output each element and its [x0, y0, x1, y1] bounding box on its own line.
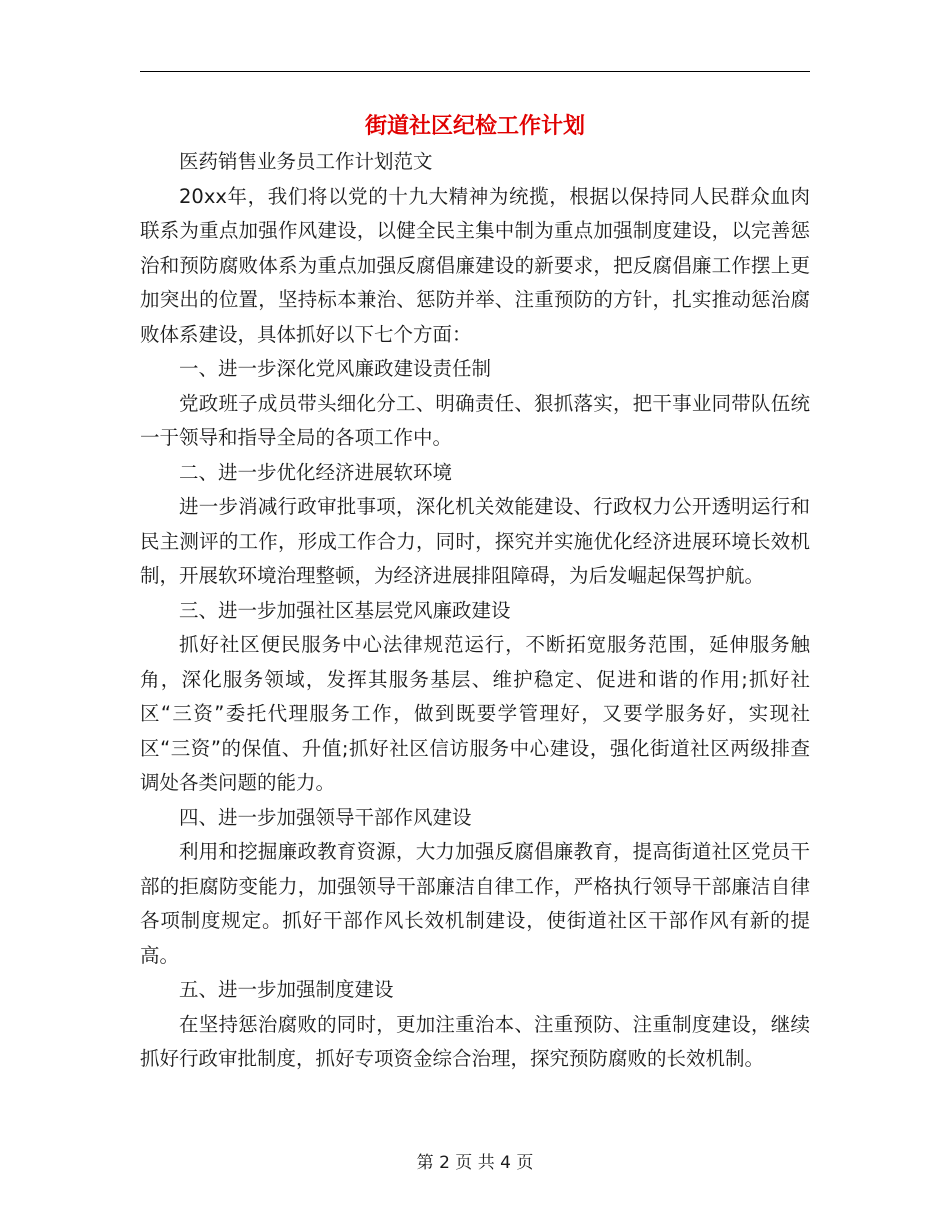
subtitle-paragraph: 医药销售业务员工作计划范文: [179, 150, 433, 173]
section-heading-3: 三、进一步加强社区基层党风廉政建设: [179, 598, 511, 622]
section-heading-2: 二、进一步优化经济进展软环境: [179, 460, 453, 484]
section-body-3: 抓好社区便民服务中心法律规范运行，不断拓宽服务范围，延伸服务触角，深化服务领域，发挥其服务基层、维护稳定、促进和谐的作用;抓好社区“三资”委托代理服务工作，做到既要学管理好，又要学服务好，实现社区“三资”的保值、升值;抓好社区信访服务中心建设，强化街道社区两级排查调处各类问题的能力。: [140, 633, 810, 794]
section-heading-1: 一、进一步深化党风廉政建设责任制: [179, 357, 492, 380]
header-rule: [140, 71, 810, 72]
section-body-4: 利用和挖掘廉政教育资源，大力加强反腐倡廉教育，提高街道社区党员干部的拒腐防变能力，加强领导干部廉洁自律工作，严格执行领导干部廉洁自律各项制度规定。抓好干部作风长效机制建设，使街道社区干部作风有新的提高。: [140, 840, 810, 967]
document-body: [140, 145, 810, 1077]
document-title: 街道社区纪检工作计划: [364, 113, 585, 139]
section-body-5: 在坚持惩治腐败的同时，更加注重治本、注重预防、注重制度建设，继续抓好行政审批制度，抓好专项资金综合治理，探究预防腐败的长效机制。: [140, 1012, 810, 1070]
section-heading-4: 四、进一步加强领导干部作风建设: [179, 805, 472, 829]
page-number-footer: 第 2 页 共 4 页: [416, 1153, 534, 1173]
section-body-2: 进一步消减行政审批事项，深化机关效能建设、行政权力公开透明运行和民主测评的工作，形成工作合力，同时，探究并实施优化经济进展环境长效机制，开展软环境治理整顿，为经济进展排阻障碍，为后发崛起保驾护航。: [140, 495, 810, 587]
intro-paragraph: 20xx年，我们将以党的十九大精神为统揽，根据以保持同人民群众血肉联系为重点加强作风建设，以健全民主集中制为重点加强制度建设，以完善惩治和预防腐败体系为重点加强反腐倡廉建设的新要求，把反腐倡廉工作摆上更加突出的位置，坚持标本兼治、惩防并举、注重预防的方针，扎实推动惩治腐败体系建设，具体抓好以下七个方面：: [140, 184, 810, 346]
section-heading-5: 五、进一步加强制度建设: [179, 978, 394, 1001]
section-body-1: 党政班子成员带头细化分工、明确责任、狠抓落实，把干事业同带队伍统一于领导和指导全局的各项工作中。: [140, 391, 810, 449]
